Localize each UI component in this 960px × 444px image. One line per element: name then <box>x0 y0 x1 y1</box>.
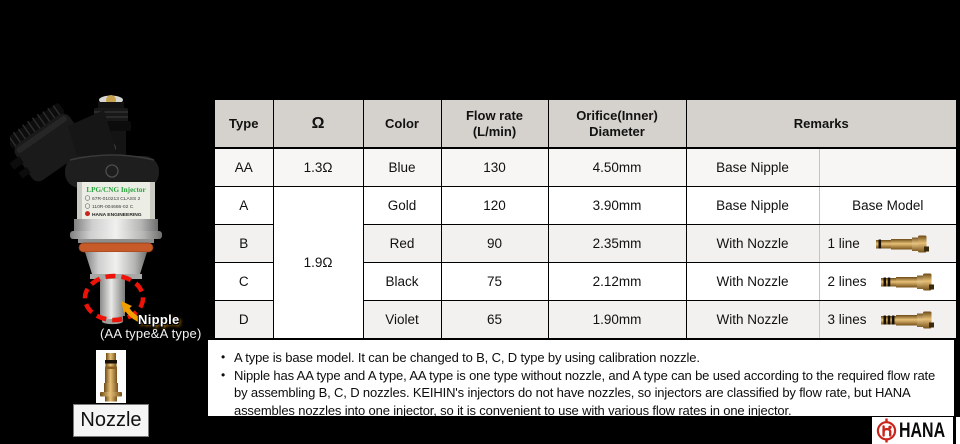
col-header-ohm: Ω <box>273 99 363 148</box>
injector-photo-area <box>0 0 212 444</box>
col-header-color: Color <box>363 99 441 148</box>
nozzle-icon <box>879 311 937 329</box>
cell-flow: 130 <box>441 148 548 187</box>
cell-color: Black <box>363 263 441 301</box>
cell-type: AA <box>214 148 273 187</box>
nozzle-lines-label: 3 lines <box>827 312 867 327</box>
col-header-flow <box>441 99 548 148</box>
notes-list <box>220 349 946 419</box>
nozzle-photo <box>96 350 126 403</box>
spec-panel <box>213 98 956 418</box>
injector-label-line2: 110R-004686-02 C <box>92 205 134 211</box>
cell-orifice: 3.90mm <box>548 187 686 225</box>
cell-remark-detail <box>819 263 957 301</box>
cell-color: Gold <box>363 187 441 225</box>
nipple-sublabel: (AA type&A type) <box>100 326 202 341</box>
cell-remark: With Nozzle <box>686 263 819 301</box>
note-item <box>220 367 946 420</box>
injector-photo <box>10 20 210 355</box>
cell-orifice: 2.35mm <box>548 225 686 263</box>
injector-label-line1: 67R-010213 CLASS 2 <box>92 197 141 203</box>
injector-oring <box>79 243 153 252</box>
cell-remark-detail <box>819 148 957 187</box>
col-header-orifice <box>548 99 686 148</box>
nozzle-image <box>96 350 126 403</box>
hana-logo-border <box>953 417 956 444</box>
cell-flow: 75 <box>441 263 548 301</box>
cell-flow: 90 <box>441 225 548 263</box>
cell-flow: 65 <box>441 301 548 340</box>
cell-color: Blue <box>363 148 441 187</box>
cell-type: B <box>214 225 273 263</box>
cell-remark-detail: Base Model <box>819 187 957 225</box>
notes-box <box>206 340 956 418</box>
cell-remark-detail <box>819 301 957 340</box>
nozzle-caption: Nozzle <box>73 404 149 437</box>
cell-remark: With Nozzle <box>686 301 819 340</box>
injector-lower-body <box>70 219 162 324</box>
hana-logo-emblem-icon <box>874 418 899 443</box>
col-header-flow-line2: (L/min) <box>472 123 517 139</box>
nozzle-lines-label: 2 lines <box>827 274 867 289</box>
note-text: A type is base model. It can be changed to B, C, D type by using calibration nozzle. <box>234 350 700 365</box>
col-header-orifice-line2: Diameter <box>589 123 645 139</box>
note-text: Nipple has AA type and A type, AA type is one type without nozzle, and A type can be used according to the required flow rate by assembling B, C, D nozzles. KEIHIN's injectors do not have nozzles, so injectors are classified by flow rate, but HANA assembles nozzles into one injector, so it is convenient to use with various flow rates in one injector. <box>234 367 936 418</box>
col-header-remarks: Remarks <box>686 99 957 148</box>
cell-type: A <box>214 187 273 225</box>
cell-remark: With Nozzle <box>686 225 819 263</box>
hana-logo-text: HANA <box>899 419 946 442</box>
col-header-orifice-line1: Orifice(Inner) <box>576 107 658 123</box>
nozzle-icon <box>879 273 937 291</box>
cell-flow: 120 <box>441 187 548 225</box>
cell-remark: Base Nipple <box>686 187 819 225</box>
cell-remark: Base Nipple <box>686 148 819 187</box>
spec-table <box>213 98 958 340</box>
note-item <box>220 349 946 367</box>
nozzle-icon <box>874 235 932 253</box>
nozzle-lines-label: 1 line <box>827 236 860 251</box>
cell-orifice: 4.50mm <box>548 148 686 187</box>
cell-remark-detail <box>819 225 957 263</box>
cell-color: Violet <box>363 301 441 340</box>
cell-ohm-merged: 1.9Ω <box>273 187 363 340</box>
injector-label-title: LPG/CNG Injector <box>86 186 146 194</box>
injector-body-label <box>77 182 155 219</box>
cell-type: D <box>214 301 273 340</box>
cell-orifice: 1.90mm <box>548 301 686 340</box>
hana-logo <box>872 417 960 444</box>
col-header-flow-line1: Flow rate <box>465 107 524 123</box>
table-row-a <box>214 187 957 225</box>
cell-color: Red <box>363 225 441 263</box>
col-header-type: Type <box>214 99 273 148</box>
header-row <box>214 99 957 148</box>
injector-nipple <box>100 279 125 316</box>
cell-ohm: 1.3Ω <box>273 148 363 187</box>
table-row-aa <box>214 148 957 187</box>
cell-type: C <box>214 263 273 301</box>
nipple-label: Nipple <box>138 312 180 327</box>
cell-orifice: 2.12mm <box>548 263 686 301</box>
injector-label-line3: HANA ENGINEERING <box>92 212 142 218</box>
